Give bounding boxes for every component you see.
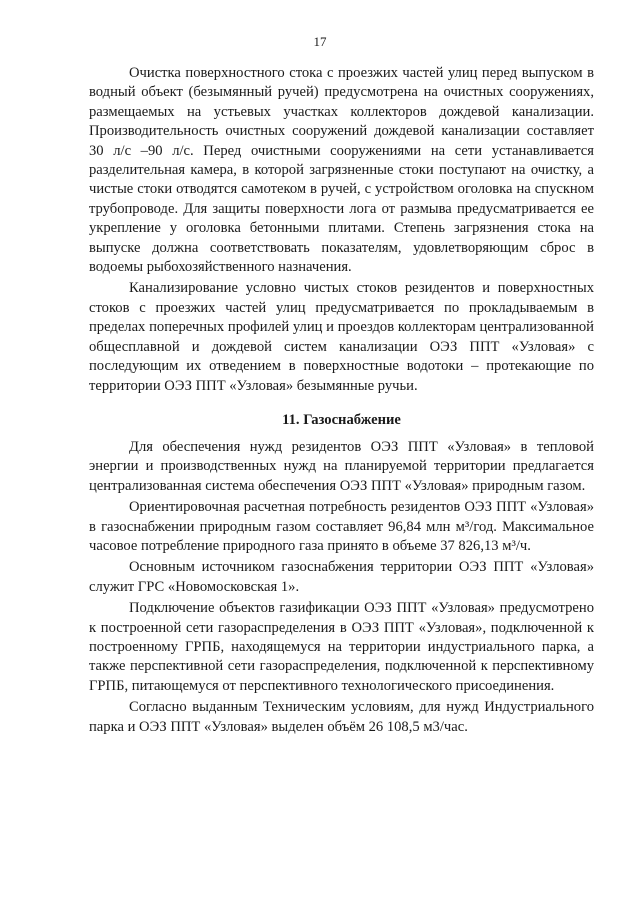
document-body: [89, 64, 594, 739]
paragraph-gas-demand: Ориентировочная расчетная потребность резидентов ОЭЗ ППТ «Узловая» в газоснабжении природным газом составляет 96,84 млн м³/год. Максимальное часовое потребление природного газа принято в объеме 37 826,13 м³/ч.: [89, 499, 594, 554]
paragraph-gas-allocation: Согласно выданным Техническим условиям, для нужд Индустриального парка и ОЭЗ ППТ «Узловая» выделен объём 26 108,5 м3/час.: [89, 699, 594, 735]
paragraph-surface-runoff-treatment: Очистка поверхностного стока с проезжих частей улиц перед выпуском в водный объект (безымянный ручей) предусмотрена на очистных сооружениях, размещаемых на устьевых участках коллекторов дождевой канализации. Производительность очистных сооружений дождевой канализации составляет 30 л/с –90 л/с. Перед очистными сооружениями на сети устанавливается разделительная камера, в которой загрязненные стоки поступают на очистку, а чистые стоки отводятся самотеком в ручей, с устройством оголовка на спускном трубопроводе. Для защиты поверхности лога от размыва предусматривается ее укрепление у оголовка бетонными плитами. Степень загрязнения стока на выпуске должна соответствовать показателям, удовлетворяющим сброс в водоемы рыбохозяйственного назначения.: [89, 65, 594, 276]
paragraph-gas-connection: Подключение объектов газификации ОЭЗ ППТ «Узловая» предусмотрено к построенной сети газораспределения в ОЭЗ ППТ «Узловая», подключенной к построенному ГРПБ, находящемуся на территории индустриального парка, а также перспективной сети газораспределения, подключенной к перспективному ГРПБ, питающемуся от перспективного технологического присоединения.: [89, 600, 594, 694]
paragraph-gas-supply-system: Для обеспечения нужд резидентов ОЭЗ ППТ «Узловая» в тепловой энергии и производственных нужд на планируемой территории предлагается централизованная система обеспечения ОЭЗ ППТ «Узловая» природным газом.: [89, 438, 594, 494]
page-number: 17: [313, 34, 327, 49]
paragraph-gas-source: Основным источником газоснабжения территории ОЭЗ ППТ «Узловая» служит ГРС «Новомосковская 1».: [89, 559, 594, 595]
paragraph-sewerage-runoff: Канализирование условно чистых стоков резидентов и поверхностных стоков с проезжих частей улиц предусматривается по прокладываемым в пределах поперечных профилей улиц и проездов коллекторам централизованной общесплавной и дождевой систем канализации ОЭЗ ППТ «Узловая» с последующим их отведением в поверхностные водотоки – протекающие по территории ОЭЗ ППТ «Узловая» безымянные ручьи.: [89, 280, 594, 394]
section-heading-gas-supply: 11. Газоснабжение: [282, 411, 401, 428]
